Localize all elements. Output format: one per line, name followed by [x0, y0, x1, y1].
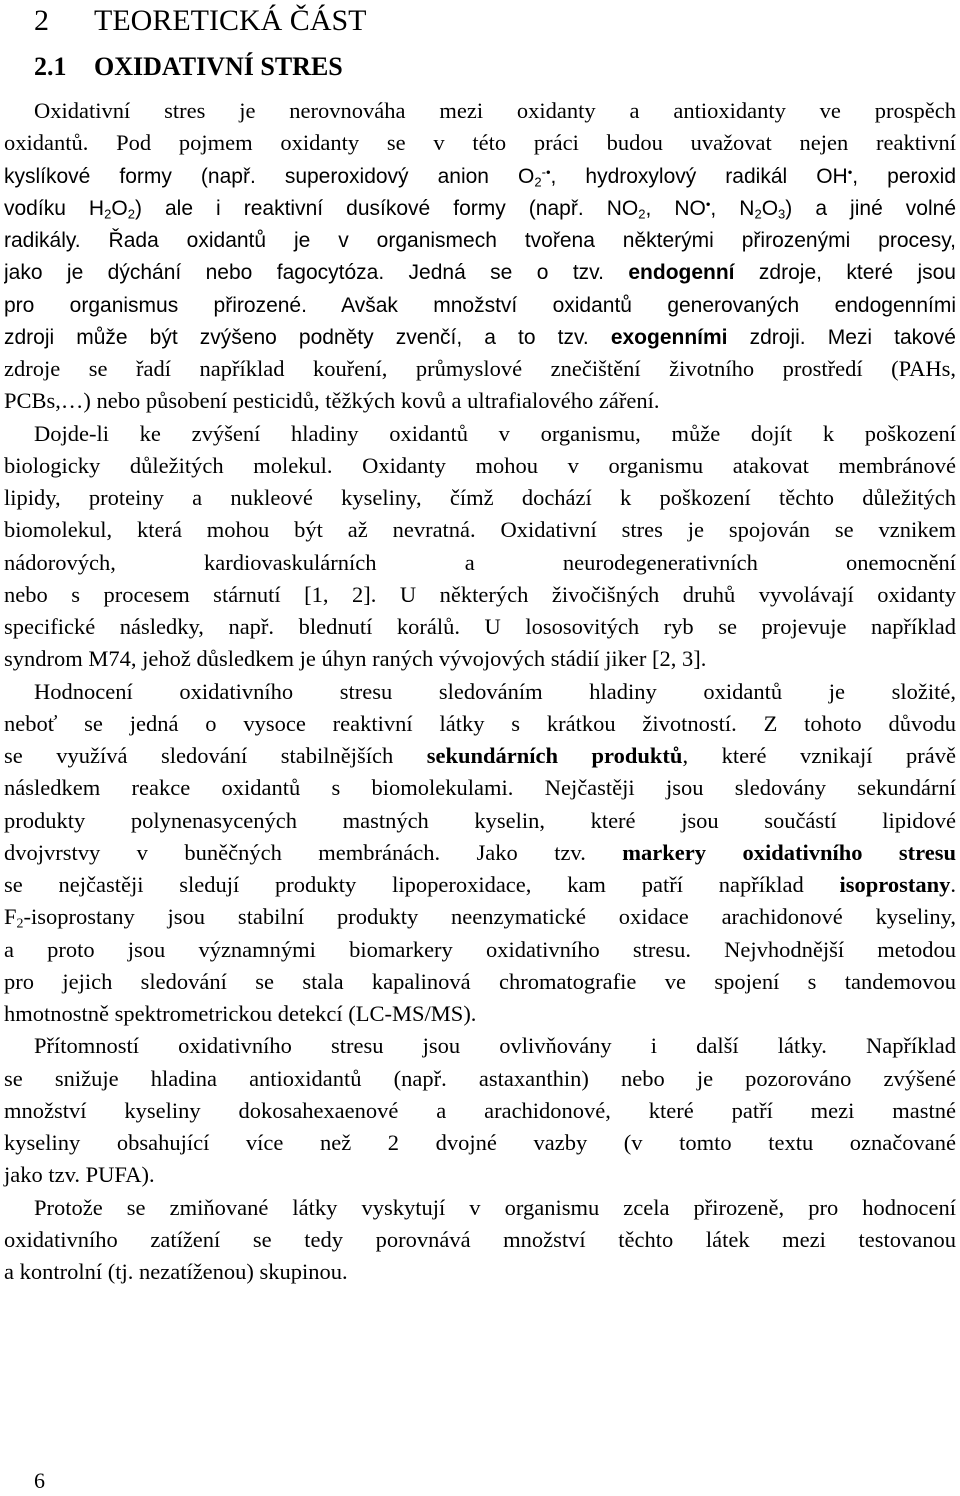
text-line: oxidantů. Pod pojmem oxidanty se v této práci budou uvažovat nejen reaktivní	[4, 130, 956, 156]
chapter-number: 2	[34, 4, 49, 37]
text-line: nebo s procesem stárnutí [1, 2]. U některých živočišných druhů vyvolávají oxidanty	[4, 581, 956, 607]
text-line: Dojde-li ke zvýšení hladiny oxidantů v organismu, může dojít k poškození	[34, 420, 956, 446]
text-line: kyseliny obsahující více než 2 dvojné vazby (v tomto textu označované	[4, 1130, 956, 1155]
text-line: vodíku $H_2O_2$) ale i reaktivní dusíkové formy (např. $NO_2$, NO•, $N_2O_3$) a jiné volné	[4, 196, 956, 221]
text-line: neboť se jedná o vysoce reaktivní látky s krátkou životností. Z tohoto důvodu	[4, 710, 956, 736]
chapter-title: TEORETICKÁ ČÁST	[94, 4, 367, 37]
text-line: biologicky důležitých molekul. Oxidanty mohou v organismu atakovat membránové	[4, 452, 956, 478]
text-line: množství kyseliny dokosahexaenové a arachidonové, které patří mezi mastné	[4, 1097, 956, 1123]
text-line: a kontrolní (tj. nezatíženou) skupinou.	[4, 1259, 348, 1284]
text-line: Hodnocení oxidativního stresu sledováním hladiny oxidantů je složité,	[34, 678, 956, 704]
text-line: jako je dýchání nebo fagocytóza. Jedná se o tzv. endogenní zdroje, které jsou	[4, 261, 956, 285]
page-number: 6	[34, 1468, 45, 1493]
text-line: $F_2$-isoprostany jsou stabilní produkty neenzymatické oxidace arachidonové kyseliny,	[4, 904, 956, 932]
section-title: OXIDATIVNÍ STRES	[94, 52, 343, 81]
text-line: se snižuje hladina antioxidantů (např. astaxanthin) nebo je pozorováno zvýšené	[4, 1065, 956, 1091]
text-line: pro jejich sledování se stala kapalinová chromatografie ve spojení s tandemovou	[4, 968, 956, 994]
text-line: zdroji může být zvýšeno podněty zvenčí, a to tzv. exogenními zdroji. Mezi takové	[4, 325, 956, 349]
text-line: Přítomností oxidativního stresu jsou ovlivňovány i další látky. Například	[34, 1033, 956, 1059]
text-line: Protože se zmiňované látky vyskytují v organismu zcela přirozeně, pro hodnocení	[34, 1194, 956, 1220]
text-line: následkem reakce oxidantů s biomolekulami. Nejčastěji jsou sledovány sekundární	[4, 775, 956, 801]
text-line: specifické následky, např. blednutí korálů. U lososovitých ryb se projevuje například	[4, 614, 956, 639]
text-line: radikály. Řada oxidantů je v organismech tvořena některými přirozenými procesy,	[4, 229, 956, 252]
text-line: Oxidativní stres je nerovnováha mezi oxidanty a antioxidanty ve prospěch	[34, 98, 956, 123]
text-line: oxidativního zatížení se tedy porovnává množství těchto látek mezi testovanou	[4, 1226, 956, 1252]
text-line: produkty polynenasycených mastných kyselin, které jsou součástí lipidové	[4, 807, 956, 833]
text-line: syndrom M74, jehož důsledkem je úhyn raných vývojových stádií jiker [2, 3].	[4, 646, 707, 672]
text-line: lipidy, proteiny a nukleové kyseliny, čímž dochází k poškození těchto důležitých	[4, 485, 956, 510]
text-line: se nejčastěji sledují produkty lipoperoxidace, kam patří například isoprostany.	[4, 872, 956, 897]
text-line: PCBs,…) nebo působení pesticidů, těžkých kovů a ultrafialového záření.	[4, 388, 660, 414]
text-line: biomolekul, která mohou být až nevratná. Oxidativní stres je spojován se vznikem	[4, 517, 956, 543]
text-line: hmotnostně spektrometrickou detekcí (LC-MS/MS).	[4, 1001, 477, 1026]
section-number: 2.1	[34, 52, 67, 81]
text-line: jako tzv. PUFA).	[4, 1162, 155, 1188]
text-line: zdroje se řadí například kouření, průmyslové znečištění životního prostředí (PAHs,	[4, 356, 956, 381]
text-line: se využívá sledování stabilnějších sekundárních produktů, které vznikají právě	[4, 743, 956, 768]
chapter-heading	[34, 2, 367, 40]
text-line: a proto jsou významnými biomarkery oxidativního stresu. Nejvhodnější metodou	[4, 936, 956, 962]
section-heading	[34, 50, 343, 84]
text-line: pro organismus přirozené. Avšak množství oxidantů generovaných endogenními	[4, 293, 956, 317]
body-text	[4, 95, 956, 1288]
text-line: nádorových, kardiovaskulárních a neurodegenerativních onemocnění	[4, 549, 956, 575]
text-line: dvojvrstvy v buněčných membránách. Jako tzv. markery oxidativního stresu	[4, 839, 956, 865]
text-line: kyslíkové formy (např. superoxidový anion $O_2^{-•}$, hydroxylový radikál OH•, peroxid	[4, 164, 956, 189]
